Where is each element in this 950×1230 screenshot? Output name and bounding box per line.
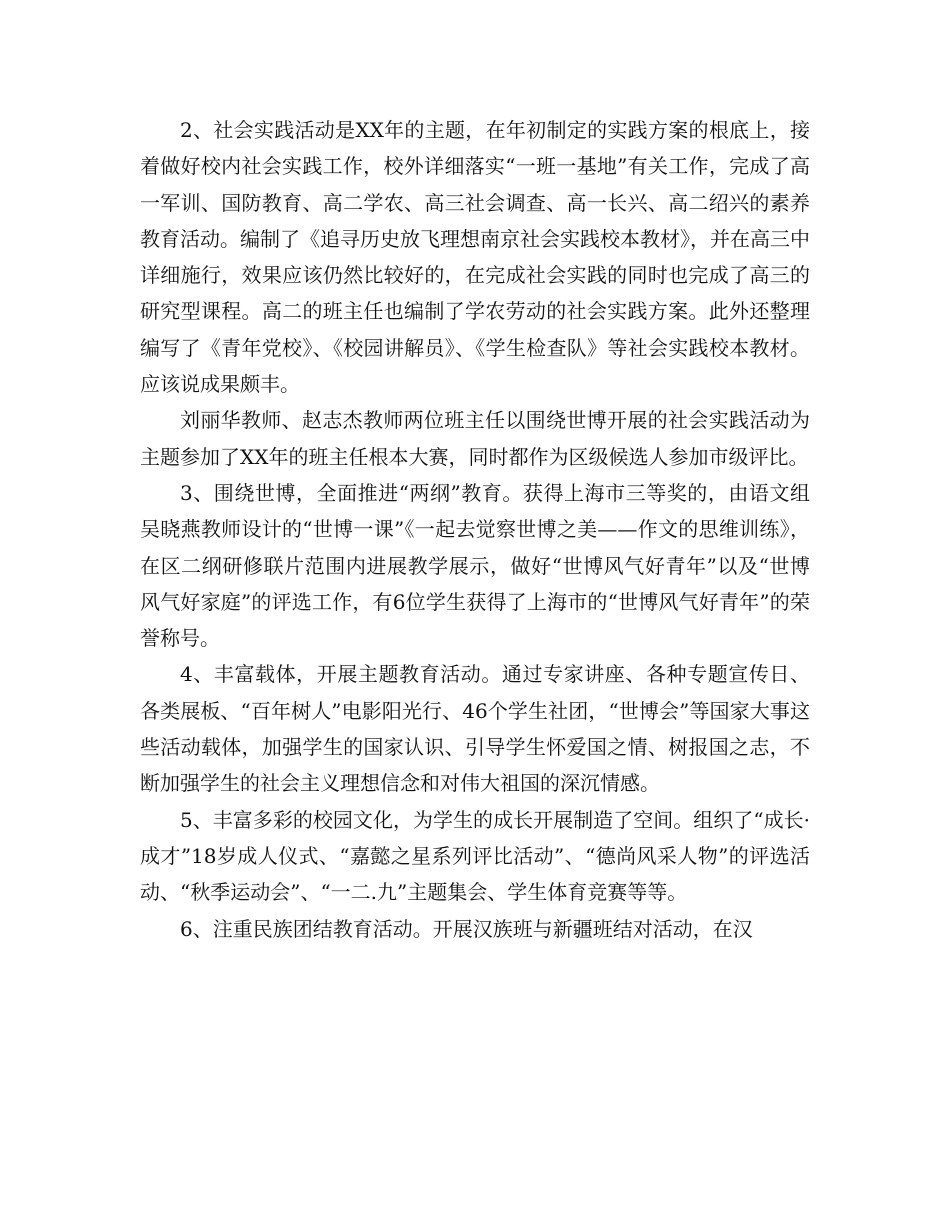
paragraph-ethnic-unity: 6、注重民族团结教育活动。开展汉族班与新疆班结对活动，在汉 — [180, 916, 753, 941]
paragraph-social-practice: 2、社会实践活动是XX年的主题，在年初制定的实践方案的根底上，接着做好校内社会实践工作，校外详细落实“一班一基地”有关工作，完成了高一军训、国防教育、高二学农、高三社会调查、高一长兴、高二绍兴的素养教育活动。编制了《追寻历史放飞理想南京社会实践校本教材》，并在高三中详细施行，效果应该仍然比较好的，在完成社会实践的同时也完成了高三的研究型课程。高二的班主任也编制了学农劳动的社会实践方案。此外还整理编写了《青年党校》、《校园讲解员》、《学生检查队》等社会实践校本教材。应该说成果颇丰。 — [140, 118, 810, 397]
paragraph-teacher-competition: 刘丽华教师、赵志杰教师两位班主任以围绕世博开展的社会实践活动为主题参加了XX年的班主任根本大赛，同时都作为区级候选人参加市级评比。 — [140, 408, 810, 469]
paragraph-theme-activities: 4、丰富载体，开展主题教育活动。通过专家讲座、各种专题宣传日、各类展板、“百年树人”电影阳光行、46个学生社团，“世博会”等国家大事这些活动载体，加强学生的国家认识、引导学生怀爱国之情、树报国之志，不断加强学生的社会主义理想信念和对伟大祖国的深沉情感。 — [140, 662, 810, 796]
document-page — [140, 112, 810, 947]
paragraph-expo-education: 3、围绕世博，全面推进“两纲”教育。获得上海市三等奖的，由语文组吴晓燕教师设计的“世博一课”《一起去觉察世博之美——作文的思维训练》，在区二纲研修联片范围内进展教学展示，做好“世博风气好青年”以及“世博风气好家庭”的评选工作，有6位学生获得了上海市的“世博风气好青年”的荣誉称号。 — [140, 480, 810, 651]
paragraph-campus-culture: 5、丰富多彩的校园文化，为学生的成长开展制造了空间。组织了“成长·成才”18岁成人仪式、“嘉懿之星系列评比活动”、“德尚风采人物”的评选活动、“秋季运动会”、“一二.九”主题集会、学生体育竞赛等等。 — [140, 807, 810, 905]
